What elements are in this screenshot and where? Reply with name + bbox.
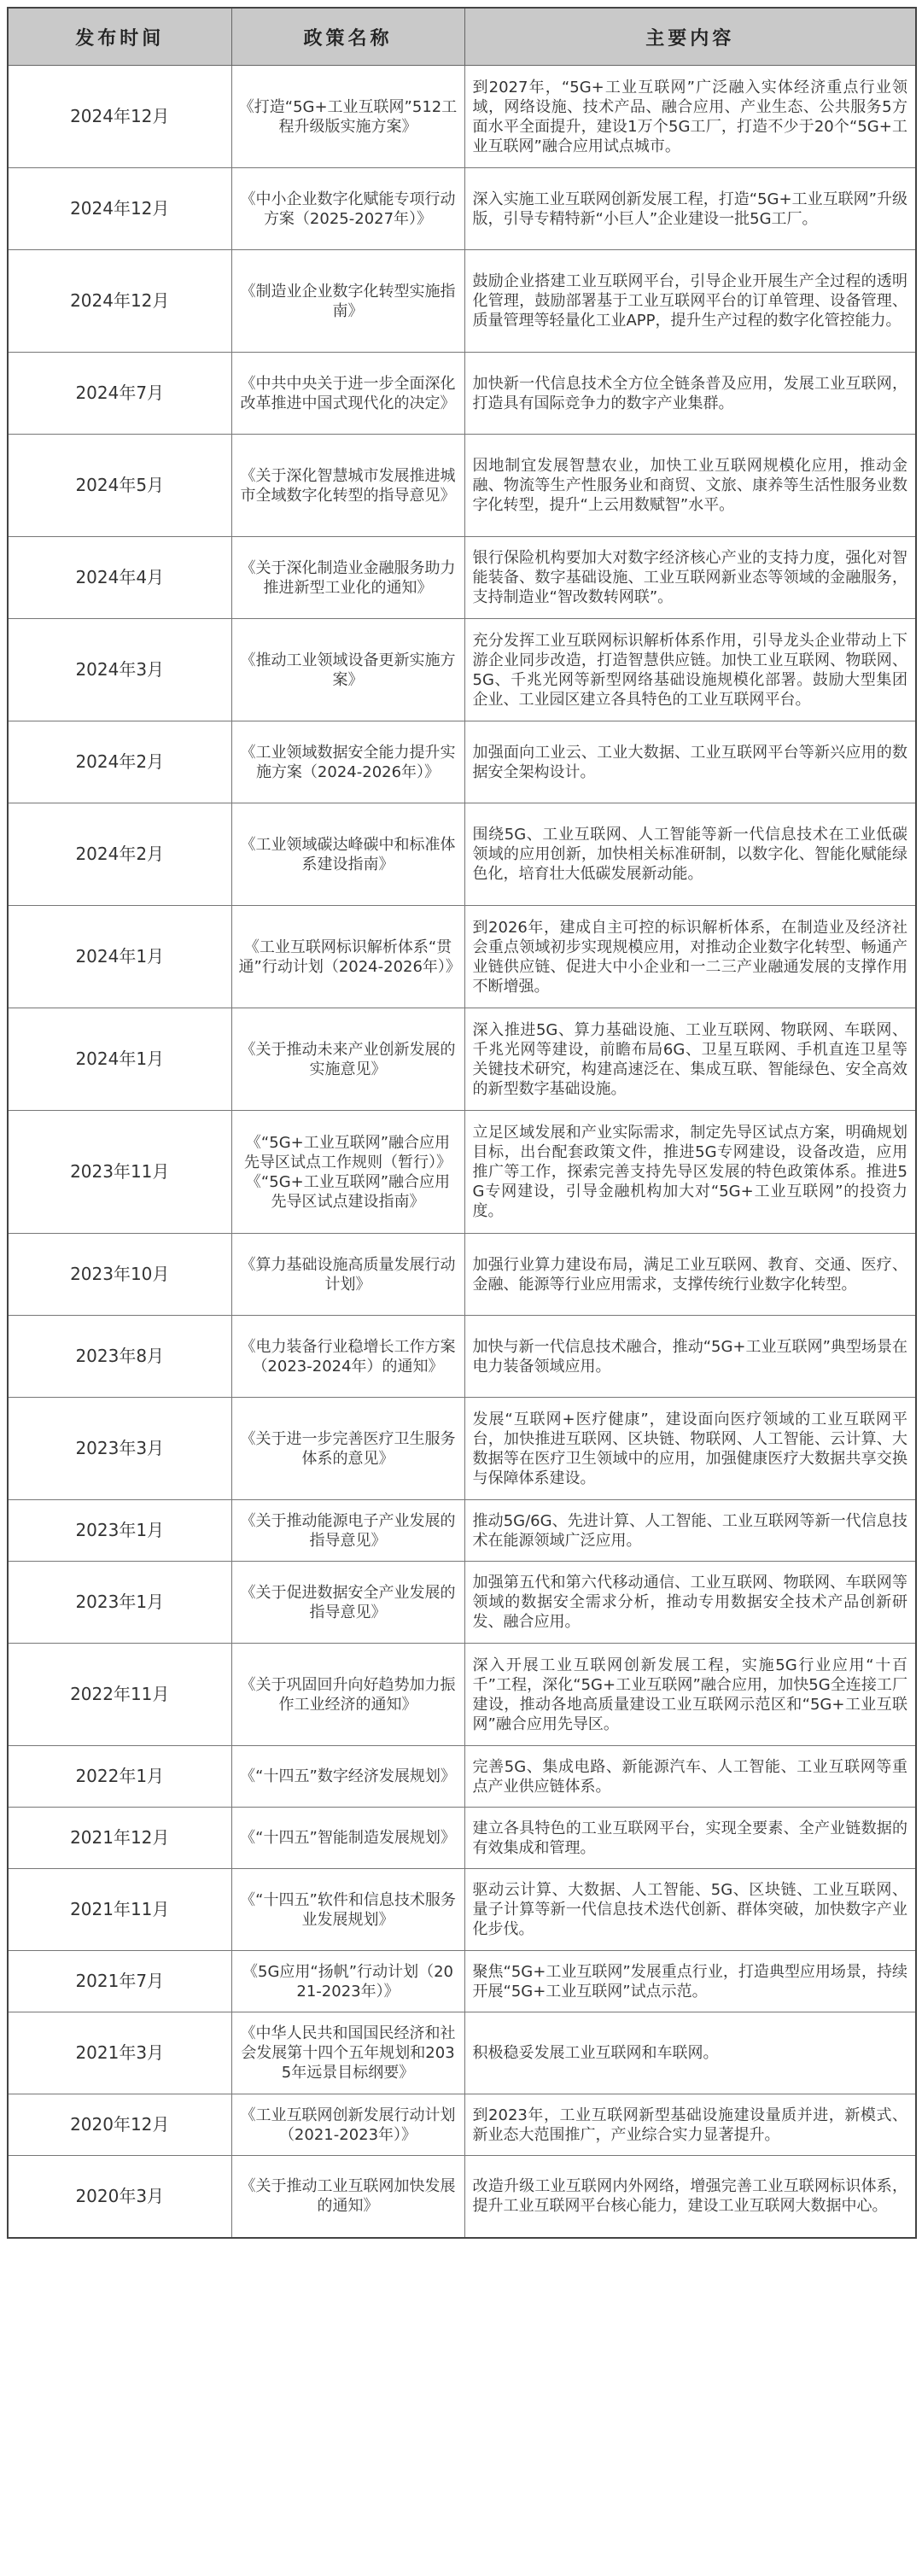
row-date: 2024年7月 [8,353,231,435]
row-date: 2021年7月 [8,1951,231,2012]
table-row [8,2094,916,2156]
table-row [8,537,916,619]
table-row [8,1951,916,2012]
table-row [8,1746,916,1808]
table-header [8,8,916,66]
row-date: 2021年3月 [8,2012,231,2094]
row-policy-name: 《关于巩固回升向好趋势加力振作工业经济的通知》 [231,1644,464,1746]
row-policy-name: 《制造业企业数字化转型实施指南》 [231,250,464,353]
table-row [8,1234,916,1316]
row-policy-name: 《关于深化制造业金融服务助力推进新型工业化的通知》 [231,537,464,619]
policy-table [7,7,917,2239]
row-policy-name: 《“十四五”软件和信息技术服务业发展规划》 [231,1869,464,1951]
header-date: 发布时间 [8,8,231,66]
row-date: 2023年8月 [8,1316,231,1398]
row-main-content: 改造升级工业互联网内外网络，增强完善工业互联网标识体系，提升工业互联网平台核心能力，建设工业互联网大数据中心。 [464,2156,916,2238]
row-date: 2020年12月 [8,2094,231,2156]
row-main-content: 围绕5G、工业互联网、人工智能等新一代信息技术在工业低碳领域的应用创新，加快相关标准研制，以数字化、智能化赋能绿色化，培育壮大低碳发展新动能。 [464,803,916,906]
row-policy-name: 《推动工业领域设备更新实施方案》 [231,619,464,721]
table-row [8,803,916,906]
table-row [8,1644,916,1746]
row-main-content: 鼓励企业搭建工业互联网平台，引导企业开展生产全过程的透明化管理，鼓励部署基于工业互联网平台的订单管理、设备管理、质量管理等轻量化工业APP，提升生产过程的数字化管控能力。 [464,250,916,353]
table-row [8,1316,916,1398]
table-row [8,1008,916,1111]
row-main-content: 推动5G/6G、先进计算、人工智能、工业互联网等新一代信息技术在能源领域广泛应用。 [464,1500,916,1562]
row-policy-name: 《工业互联网创新发展行动计划（2021-2023年）》 [231,2094,464,2156]
table-row [8,168,916,250]
row-date: 2024年4月 [8,537,231,619]
row-date: 2022年1月 [8,1746,231,1808]
row-main-content: 发展“互联网+医疗健康”，建设面向医疗领域的工业互联网平台，加快推进互联网、区块链、物联网、人工智能、云计算、大数据等在医疗卫生领域中的应用，加强健康医疗大数据共享交换与保障体系建设。 [464,1398,916,1500]
row-main-content: 完善5G、集成电路、新能源汽车、人工智能、工业互联网等重点产业供应链体系。 [464,1746,916,1808]
row-policy-name: 《中小企业数字化赋能专项行动方案（2025-2027年）》 [231,168,464,250]
row-policy-name: 《工业领域数据安全能力提升实施方案（2024-2026年）》 [231,721,464,803]
table-row [8,906,916,1008]
row-policy-name: 《5G应用“扬帆”行动计划（2021-2023年）》 [231,1951,464,2012]
row-date: 2023年11月 [8,1111,231,1234]
row-main-content: 深入开展工业互联网创新发展工程，实施5G行业应用“十百千”工程，深化“5G+工业互联网”融合应用，加快5G全连接工厂建设，推动各地高质量建设工业互联网示范区和“5G+工业互联网”融合应用先导区。 [464,1644,916,1746]
row-policy-name: 《工业互联网标识解析体系“贯通”行动计划（2024-2026年）》 [231,906,464,1008]
table-row [8,2012,916,2094]
row-date: 2023年1月 [8,1500,231,1562]
row-date: 2023年10月 [8,1234,231,1316]
row-policy-name: 《关于推动未来产业创新发展的实施意见》 [231,1008,464,1111]
row-main-content: 加快与新一代信息技术融合，推动“5G+工业互联网”典型场景在电力装备领域应用。 [464,1316,916,1398]
row-date: 2021年11月 [8,1869,231,1951]
table-row [8,1562,916,1644]
table-row [8,353,916,435]
header-row [8,8,916,66]
row-date: 2024年2月 [8,803,231,906]
header-main-content: 主要内容 [464,8,916,66]
row-policy-name: 《关于推动能源电子产业发展的指导意见》 [231,1500,464,1562]
row-policy-name: 《算力基础设施高质量发展行动计划》 [231,1234,464,1316]
row-main-content: 立足区域发展和产业实际需求，制定先导区试点方案，明确规划目标，出台配套政策文件，推进5G专网建设，设备改造，应用推广等工作，探索完善支持先导区发展的特色政策体系。推进5G专网建设，引导金融机构加大对“5G+工业互联网”的投资力度。 [464,1111,916,1234]
row-main-content: 加强行业算力建设布局，满足工业互联网、教育、交通、医疗、金融、能源等行业应用需求，支撑传统行业数字化转型。 [464,1234,916,1316]
row-policy-name: 《“十四五”智能制造发展规划》 [231,1808,464,1869]
table-row [8,250,916,353]
table-body [8,66,916,2238]
row-date: 2021年12月 [8,1808,231,1869]
table-row [8,1111,916,1234]
row-date: 2024年12月 [8,168,231,250]
table-row [8,1869,916,1951]
row-policy-name: 《电力装备行业稳增长工作方案（2023-2024年）的通知》 [231,1316,464,1398]
table-row [8,1398,916,1500]
row-main-content: 积极稳妥发展工业互联网和车联网。 [464,2012,916,2094]
row-date: 2024年5月 [8,435,231,537]
table-row [8,1808,916,1869]
header-policy-name: 政策名称 [231,8,464,66]
row-date: 2022年11月 [8,1644,231,1746]
row-date: 2024年12月 [8,66,231,168]
row-policy-name: 《关于深化智慧城市发展推进城市全域数字化转型的指导意见》 [231,435,464,537]
row-main-content: 充分发挥工业互联网标识解析体系作用，引导龙头企业带动上下游企业同步改造，打造智慧供应链。加快工业互联网、物联网、5G、千兆光网等新型网络基础设施规模化部署。鼓励大型集团企业、工业园区建立各具特色的工业互联网平台。 [464,619,916,721]
row-main-content: 加强第五代和第六代移动通信、工业互联网、物联网、车联网等领域的数据安全需求分析，推动专用数据安全技术产品创新研发、融合应用。 [464,1562,916,1644]
row-policy-name: 《打造“5G+工业互联网”512工程升级版实施方案》 [231,66,464,168]
row-main-content: 因地制宜发展智慧农业，加快工业互联网规模化应用，推动金融、物流等生产性服务业和商贸、文旅、康养等生活性服务业数字化转型，提升“上云用数赋智”水平。 [464,435,916,537]
row-main-content: 深入推进5G、算力基础设施、工业互联网、物联网、车联网、千兆光网等建设，前瞻布局6G、卫星互联网、手机直连卫星等关键技术研究，构建高速泛在、集成互联、智能绿色、安全高效的新型数字基础设施。 [464,1008,916,1111]
table-row [8,721,916,803]
row-main-content: 到2026年，建成自主可控的标识解析体系，在制造业及经济社会重点领域初步实现规模应用，对推动企业数字化转型、畅通产业链供应链、促进大中小企业和一二三产业融通发展的支撑作用不断增强。 [464,906,916,1008]
row-date: 2024年12月 [8,250,231,353]
row-policy-name: 《中共中央关于进一步全面深化改革推进中国式现代化的决定》 [231,353,464,435]
row-policy-name: 《工业领域碳达峰碳中和标准体系建设指南》 [231,803,464,906]
row-main-content: 深入实施工业互联网创新发展工程，打造“5G+工业互联网”升级版，引导专精特新“小巨人”企业建设一批5G工厂。 [464,168,916,250]
row-policy-name: 《“5G+工业互联网”融合应用先导区试点工作规则（暂行）》《“5G+工业互联网”融合应用先导区试点建设指南》 [231,1111,464,1234]
row-policy-name: 《关于进一步完善医疗卫生服务体系的意见》 [231,1398,464,1500]
row-main-content: 加快新一代信息技术全方位全链条普及应用，发展工业互联网，打造具有国际竞争力的数字产业集群。 [464,353,916,435]
row-date: 2024年1月 [8,1008,231,1111]
row-main-content: 驱动云计算、大数据、人工智能、5G、区块链、工业互联网、量子计算等新一代信息技术迭代创新、群体突破，加快数字产业化步伐。 [464,1869,916,1951]
row-policy-name: 《关于推动工业互联网加快发展的通知》 [231,2156,464,2238]
row-date: 2020年3月 [8,2156,231,2238]
row-main-content: 加强面向工业云、工业大数据、工业互联网平台等新兴应用的数据安全架构设计。 [464,721,916,803]
row-date: 2024年3月 [8,619,231,721]
table-row [8,435,916,537]
row-policy-name: 《中华人民共和国国民经济和社会发展第十四个五年规划和2035年远景目标纲要》 [231,2012,464,2094]
row-date: 2024年2月 [8,721,231,803]
row-main-content: 聚焦“5G+工业互联网”发展重点行业，打造典型应用场景，持续开展“5G+工业互联网”试点示范。 [464,1951,916,2012]
row-date: 2024年1月 [8,906,231,1008]
row-policy-name: 《“十四五”数字经济发展规划》 [231,1746,464,1808]
table-row [8,1500,916,1562]
table-row [8,66,916,168]
table-row [8,2156,916,2238]
row-main-content: 银行保险机构要加大对数字经济核心产业的支持力度，强化对智能装备、数字基础设施、工业互联网新业态等领域的金融服务，支持制造业“智改数转网联”。 [464,537,916,619]
row-main-content: 到2023年，工业互联网新型基础设施建设量质并进，新模式、新业态大范围推广，产业综合实力显著提升。 [464,2094,916,2156]
row-date: 2023年3月 [8,1398,231,1500]
table-row [8,619,916,721]
row-date: 2023年1月 [8,1562,231,1644]
row-main-content: 建立各具特色的工业互联网平台，实现全要素、全产业链数据的有效集成和管理。 [464,1808,916,1869]
row-policy-name: 《关于促进数据安全产业发展的指导意见》 [231,1562,464,1644]
row-main-content: 到2027年，“5G+工业互联网”广泛融入实体经济重点行业领域，网络设施、技术产品、融合应用、产业生态、公共服务5方面水平全面提升，建设1万个5G工厂，打造不少于20个“5G+工业互联网”融合应用试点城市。 [464,66,916,168]
